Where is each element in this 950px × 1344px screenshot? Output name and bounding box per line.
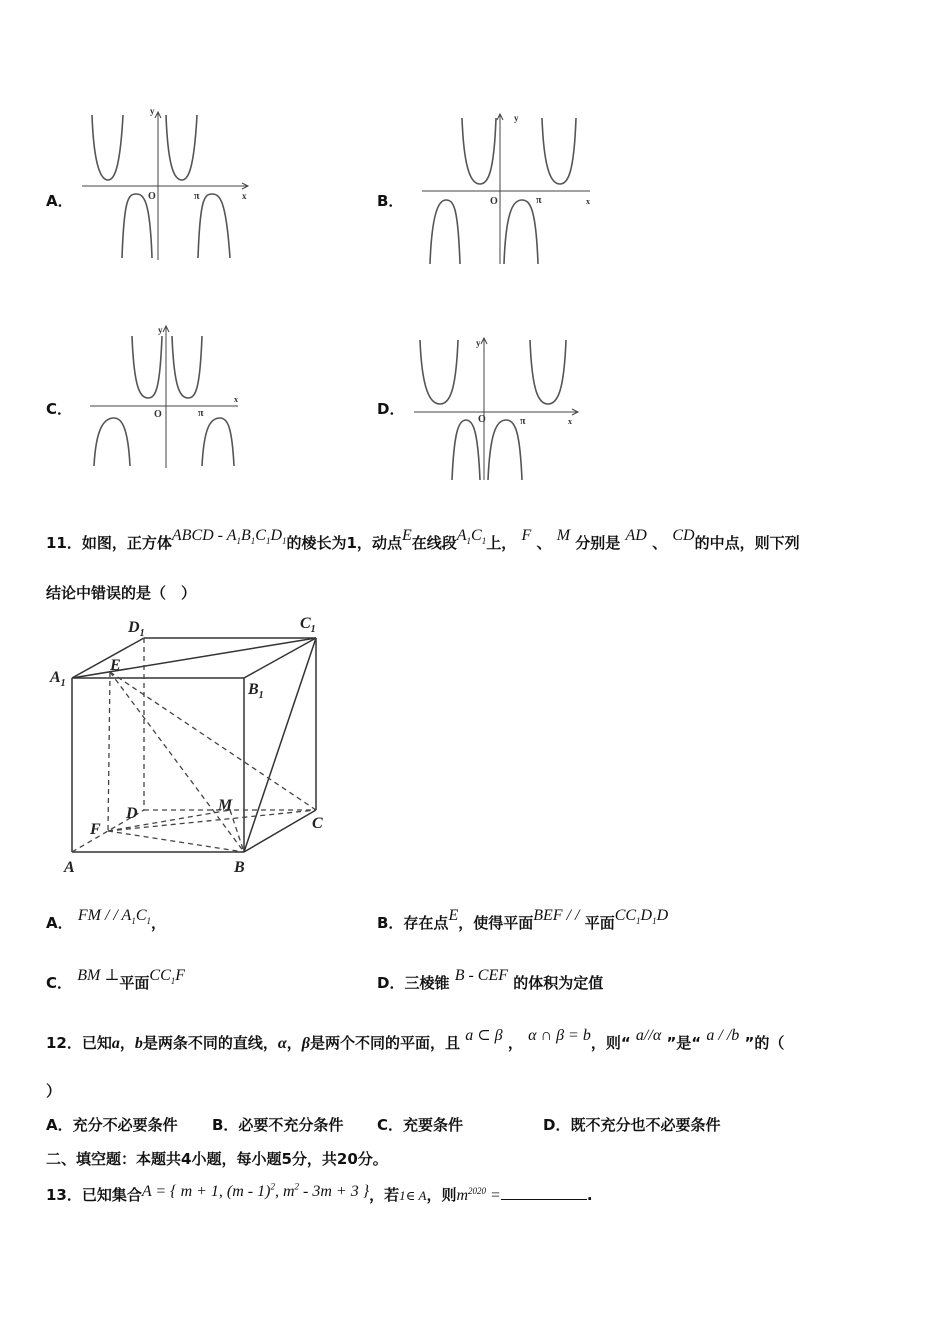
q11-option-c[interactable]: C． BM ⊥平面$CC_1F$ (46, 967, 186, 992)
q12-option-d[interactable]: D．既不充分也不必要条件 (543, 1116, 721, 1134)
graph-a-o: O (148, 191, 156, 202)
graph-b-y: y (514, 113, 519, 123)
option-d-label: D． (377, 400, 405, 418)
svg-text:C: C (312, 815, 323, 832)
q11-option-d[interactable]: D．三棱锥 B - CEF 的体积为定值 (377, 967, 604, 992)
graph-b-o: O (490, 196, 498, 207)
q11-segment: $A_1C_1$ (456, 527, 487, 547)
svg-text:B1: $B_1$ (248, 681, 264, 701)
q11-cd: CD (672, 527, 695, 544)
q11-point-m: M (556, 527, 571, 544)
graph-d-pi: π (520, 416, 526, 427)
graph-c-o: O (154, 409, 162, 420)
svg-text:A: A (64, 859, 75, 876)
q11-text5: 分别是 (575, 534, 621, 552)
section-heading: 二、填空题：本题共4小题，每小题5分，共20分。 (46, 1150, 388, 1168)
q11-text6: 的中点，则下列 (694, 534, 800, 552)
q11-option-a[interactable]: A． FM / / $A_1C_1$， (46, 907, 167, 932)
q11-cube: ABCD - A (171, 527, 237, 544)
q11-text1: 如图，正方体 (81, 534, 172, 552)
graph-d (412, 334, 582, 484)
q12-stem: 12．已知a，b是两条不同的直线，α，β是两个不同的平面，且 a ⊂ β ， α ∩ β = b，则“ a//α ”是“ a / /b ”的（ (46, 1027, 785, 1052)
option-c-label: C． (46, 400, 73, 418)
option-b-label: B． (377, 192, 404, 210)
svg-text:A1: $A_1$ (50, 669, 66, 689)
q13-stem: 13．已知集合A = { m + 1, (m - 1)$^2$, $m^2 - 3m + 3$ }，若1∈ A，则$m^{2020}$ = . (46, 1181, 593, 1204)
graph-c (88, 318, 243, 473)
q11-stem-line1: 11．如图，正方体ABCD - $A_1B_1C_1D_1$的棱长为1，动点E在线段$A_1C_1$上， F 、 M 分别是 AD 、 CD的中点，则下列 (46, 527, 800, 552)
cube-figure (48, 610, 348, 880)
q11-number: 11． (46, 534, 82, 552)
q11-text2: 的棱长为1，动点 (286, 534, 402, 552)
graph-c-y: y (158, 325, 163, 335)
q11-text4: 上， (486, 534, 517, 552)
q11-point-e: E (401, 527, 412, 544)
graph-d-y: y (476, 338, 481, 348)
q11-option-b[interactable]: B．存在点E，使得平面BEF / / 平面$CC_1D_1D$ (377, 907, 669, 932)
q11-stem-line2: 结论中错误的是（ ） (46, 584, 197, 602)
q11-text3: 在线段 (411, 534, 457, 552)
svg-text:M: M (218, 797, 233, 814)
q12-option-c[interactable]: C．充要条件 (377, 1116, 464, 1134)
graph-c-x: x (234, 395, 238, 404)
option-a-label: A． (46, 192, 73, 210)
svg-text:E: E (110, 657, 121, 674)
graph-b-pi: π (536, 195, 542, 206)
graph-d-x: x (568, 417, 572, 426)
graph-c-pi: π (198, 408, 204, 419)
graph-a-y: y (150, 106, 155, 116)
svg-text:D1: $D_1$ (128, 619, 145, 639)
q11-point-f: F (521, 527, 532, 544)
svg-text:B: B (234, 859, 245, 876)
q12-option-a[interactable]: A．充分不必要条件 (46, 1116, 178, 1134)
svg-text:F: F (90, 821, 101, 838)
q13-answer-blank[interactable] (501, 1185, 587, 1200)
graph-b-x: x (586, 197, 590, 206)
q12-option-b[interactable]: B．必要不充分条件 (212, 1116, 344, 1134)
graph-a-pi: π (194, 191, 200, 202)
graph-d-o: O (478, 414, 486, 425)
q11-ad: AD (625, 527, 647, 544)
graph-a-x: x (242, 191, 247, 201)
graph-b (420, 108, 595, 268)
q12-close-paren: ） (46, 1082, 62, 1100)
graph-a (80, 100, 260, 265)
svg-text:C1: $C_1$ (300, 615, 316, 635)
svg-text:D: D (126, 805, 138, 822)
